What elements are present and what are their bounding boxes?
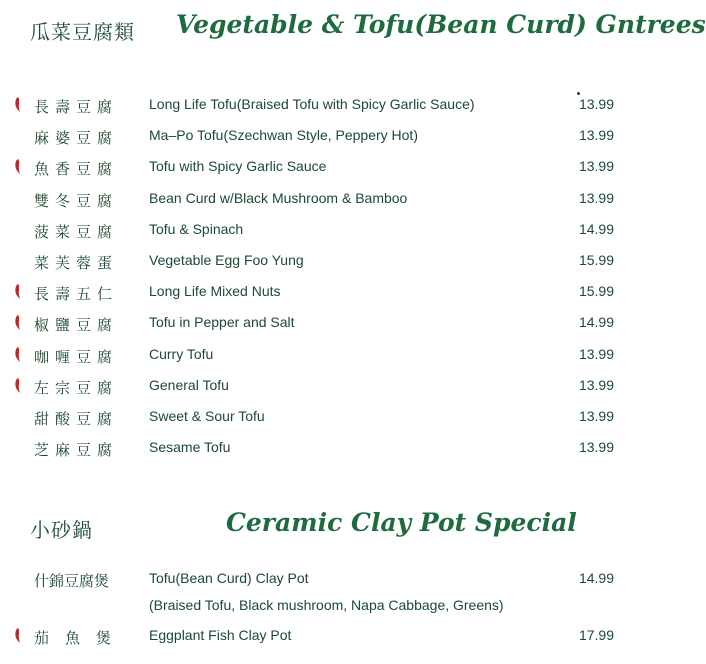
chili-pepper-icon xyxy=(14,159,21,174)
menu-item-row xyxy=(0,373,640,404)
dish-price: 15.99 xyxy=(578,283,614,300)
menu-item-row xyxy=(0,342,640,373)
dish-name-english: Tofu in Pepper and Salt xyxy=(149,314,295,331)
section-title-chinese: 瓜菜豆腐類 xyxy=(30,20,135,44)
stray-dot-mark xyxy=(577,92,580,95)
menu-item-row xyxy=(0,310,640,341)
dish-name-chinese: 雙冬豆腐 xyxy=(34,191,119,210)
chili-pepper-icon xyxy=(14,628,21,643)
dish-price: 13.99 xyxy=(578,407,614,424)
dish-name-chinese: 魚香豆腐 xyxy=(34,160,119,179)
menu-item-row xyxy=(0,435,640,466)
dish-price: 15.99 xyxy=(578,251,614,268)
dish-name-chinese: 芝麻豆腐 xyxy=(34,441,119,460)
dish-price: 13.99 xyxy=(578,439,614,456)
dish-price: 14.99 xyxy=(578,570,614,586)
dish-name-chinese: 甜酸豆腐 xyxy=(34,409,119,428)
vegetable-tofu-menu-list xyxy=(0,92,640,466)
dish-price: 14.99 xyxy=(578,314,614,331)
chili-pepper-icon xyxy=(14,378,21,393)
dish-name-chinese: 菜芙蓉蛋 xyxy=(34,253,119,272)
menu-item-row xyxy=(0,623,640,654)
menu-item-row xyxy=(0,404,640,435)
dish-name-english: Tofu(Bean Curd) Clay Pot xyxy=(149,570,309,586)
dish-name-english: Bean Curd w/Black Mushroom & Bamboo xyxy=(149,189,408,206)
menu-item-row xyxy=(0,566,640,597)
menu-item-row xyxy=(0,217,640,248)
chili-pepper-icon xyxy=(14,315,21,330)
dish-description: (Braised Tofu, Black mushroom, Napa Cabbage, Greens) xyxy=(149,597,504,614)
dish-name-chinese: 椒鹽豆腐 xyxy=(34,316,119,335)
section-title-english: Vegetable & Tofu(Bean Curd) Gntrees xyxy=(176,10,706,39)
dish-name-english: Eggplant Fish Clay Pot xyxy=(149,627,292,644)
menu-item-row xyxy=(0,248,640,279)
dish-price: 13.99 xyxy=(578,96,614,112)
dish-price: 17.99 xyxy=(578,627,614,644)
menu-item-row xyxy=(0,279,640,310)
dish-name-chinese: 麻婆豆腐 xyxy=(34,129,119,148)
menu-item-row xyxy=(0,154,640,185)
menu-item-row xyxy=(0,92,640,123)
dish-name-english: Long Life Mixed Nuts xyxy=(149,283,281,300)
dish-name-chinese: 長壽五仁 xyxy=(34,285,119,304)
clay-pot-menu-list xyxy=(0,566,640,654)
dish-price: 13.99 xyxy=(578,189,614,206)
dish-name-english: Curry Tofu xyxy=(149,345,214,362)
dish-name-english: Sweet & Sour Tofu xyxy=(149,407,265,424)
dish-price: 14.99 xyxy=(578,220,614,237)
dish-price: 13.99 xyxy=(578,376,614,393)
dish-price: 13.99 xyxy=(578,127,614,144)
dish-price: 13.99 xyxy=(578,158,614,175)
dish-name-chinese: 茄魚煲 xyxy=(34,629,128,648)
dish-name-chinese: 什錦豆腐煲 xyxy=(34,572,110,590)
chili-pepper-icon xyxy=(14,284,21,299)
menu-item-row xyxy=(0,123,640,154)
section-header-vegetable-tofu xyxy=(0,8,706,48)
dish-price: 13.99 xyxy=(578,345,614,362)
dish-name-chinese: 左宗豆腐 xyxy=(34,378,119,397)
chili-pepper-icon xyxy=(14,347,21,362)
dish-name-english: Sesame Tofu xyxy=(149,439,231,456)
chili-pepper-icon xyxy=(14,97,21,112)
section-title-chinese: 小砂鍋 xyxy=(30,518,93,542)
section-header-clay-pot xyxy=(0,506,640,546)
dish-name-chinese: 菠菜豆腐 xyxy=(34,222,119,241)
dish-name-chinese: 長壽豆腐 xyxy=(34,98,119,116)
dish-name-english: Tofu & Spinach xyxy=(149,220,244,237)
menu-item-row xyxy=(0,186,640,217)
section-title-english: Ceramic Clay Pot Special xyxy=(226,508,577,537)
dish-name-english: Ma–Po Tofu(Szechwan Style, Peppery Hot) xyxy=(149,127,418,144)
dish-name-english: Tofu with Spicy Garlic Sauce xyxy=(149,158,327,175)
menu-item-description-row xyxy=(0,597,640,623)
dish-name-english: Vegetable Egg Foo Yung xyxy=(149,251,304,268)
dish-name-english: Long Life Tofu(Braised Tofu with Spicy Garlic Sauce) xyxy=(149,96,475,112)
dish-name-english: General Tofu xyxy=(149,376,229,393)
dish-name-chinese: 咖喱豆腐 xyxy=(34,347,119,366)
